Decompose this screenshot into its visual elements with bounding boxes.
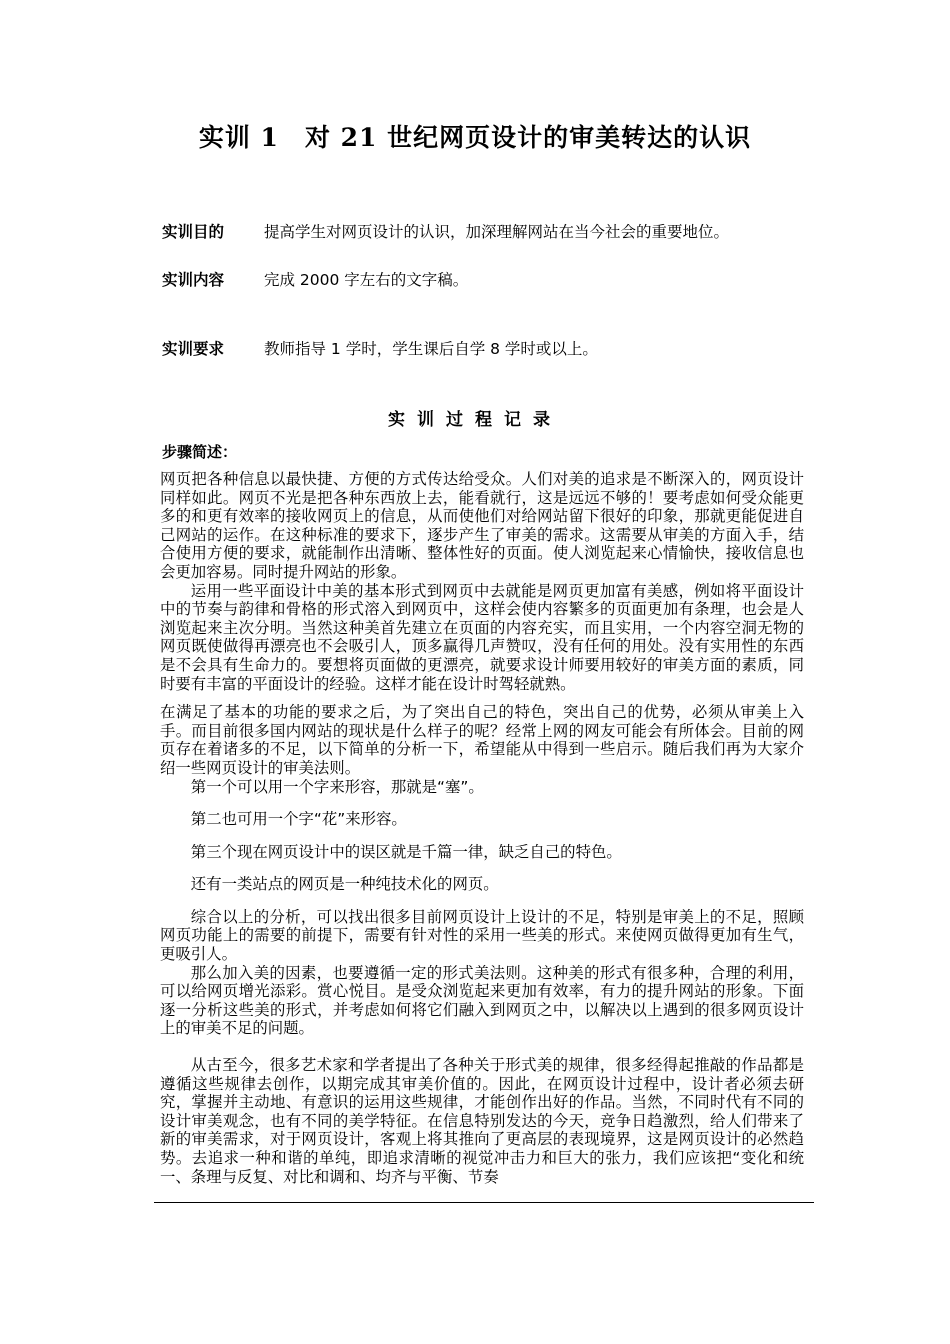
paragraph: 第一个可以用一个字来形容，那就是“塞”。 <box>190 777 484 796</box>
paragraph: 从古至今，很多艺术家和学者提出了各种关于形式美的规律，很多经得起推敲的作品都是遵循这些规律去创作，以期完成其审美价值的。因此，在网页设计过程中，设计者必须去研究，掌握并主动地、有意识的运用这些规律，才能创作出好的作品。当然，不同时代有不同的设计审美观念，也有不同的美学特征。在信息特别发达的今天，竞争日趋激烈，给人们带来了新的审美需求，对于网页设计，客观上将其推向了更高层的表现境界，这是网页设计的必然趋势。去追求一种和谐的单纯，即追求清晰的视觉冲击力和巨大的张力，我们应该把“变化和统一、条理与反复、对比和调和、均齐与平衡、节奏 <box>160 1056 804 1186</box>
paragraph: 还有一类站点的网页是一种纯技术化的网页。 <box>190 875 499 894</box>
content-label: 实训内容 <box>162 271 225 289</box>
paragraph: 运用一些平面设计中美的基本形式到网页中去就能是网页更加富有美感，例如将平面设计中的节奏与韵律和骨格的形式溶入到网页中，这样会使内容繁多的页面更加有条理，也会是人浏览起来主次分明。当然这种美首先建立在页面的内容充实，而且实用，一个内容空洞无物的网页既使做得再漂亮也不会吸引人，顶多赢得几声赞叹，没有任何的用处。没有实用性的东西是不会具有生命力的。要想将页面做的更漂亮，就要求设计师要用较好的审美方面的素质，同时要有丰富的平面设计的经验。这样才能在设计时驾轻就熟。 <box>160 581 804 693</box>
page-bottom-rule <box>154 1202 814 1203</box>
body-text <box>160 470 804 1186</box>
steps-label: 步骤简述： <box>162 443 238 461</box>
paragraph: 第三个现在网页设计中的误区就是千篇一律，缺乏自己的特色。 <box>190 842 622 861</box>
paragraph: 在满足了基本的功能的要求之后，为了突出自己的特色，突出自己的优势，必须从审美上入手。而目前很多国内网站的现状是什么样子的呢？经常上网的网友可能会有所体会。目前的网页存在着诸多的不足，以下简单的分析一下，希望能从中得到一些启示。随后我们再为大家介绍一些网页设计的审美法则。 <box>160 703 804 777</box>
paragraph: 综合以上的分析，可以找出很多目前网页设计上设计的不足，特别是审美上的不足，照顾网页功能上的需要的前提下，需要有针对性的采用一些美的形式。来使网页做得更加有生气，更吸引人。 <box>160 907 804 964</box>
paragraph: 网页把各种信息以最快捷、方便的方式传达给受众。人们对美的追求是不断深入的，网页设计同样如此。网页不光是把各种东西放上去，能看就行，这是远远不够的！要考虑如何受众能更多的和更有效率的接收网页上的信息，从而使他们对给网站留下很好的印象，那就更能促进自己网站的运作。在这种标准的要求下，逐步产生了审美的需求。这需要从审美的方面入手，结合使用方便的要求，就能制作出清晰、整体性好的页面。使人浏览起来心情愉快，接收信息也会更加容易。同时提升网站的形象。 <box>160 470 804 581</box>
requirement-value: 教师指导 1 学时，学生课后自学 8 学时或以上。 <box>264 340 598 358</box>
requirement-label: 实训要求 <box>162 340 225 358</box>
content-value: 完成 2000 字左右的文字稿。 <box>264 271 469 289</box>
page-title: 实训 1 对 21 世纪网页设计的审美转达的认识 <box>198 123 752 152</box>
purpose-label: 实训目的 <box>162 223 225 241</box>
paragraph: 那么加入美的因素，也要遵循一定的形式美法则。这种美的形式有很多种，合理的利用，可以给网页增光添彩。赏心悦目。是受众浏览起来更加有效率，有力的提升网站的形象。下面逐一分析这些美的形式，并考虑如何将它们融入到网页之中，以解决以上遇到的很多网页设计上的审美不足的问题。 <box>160 963 804 1038</box>
purpose-value: 提高学生对网页设计的认识，加深理解网站在当今社会的重要地位。 <box>264 223 730 241</box>
section-title: 实训过程记录 <box>388 410 562 430</box>
paragraph: 第二也可用一个字“花”来形容。 <box>190 810 407 829</box>
